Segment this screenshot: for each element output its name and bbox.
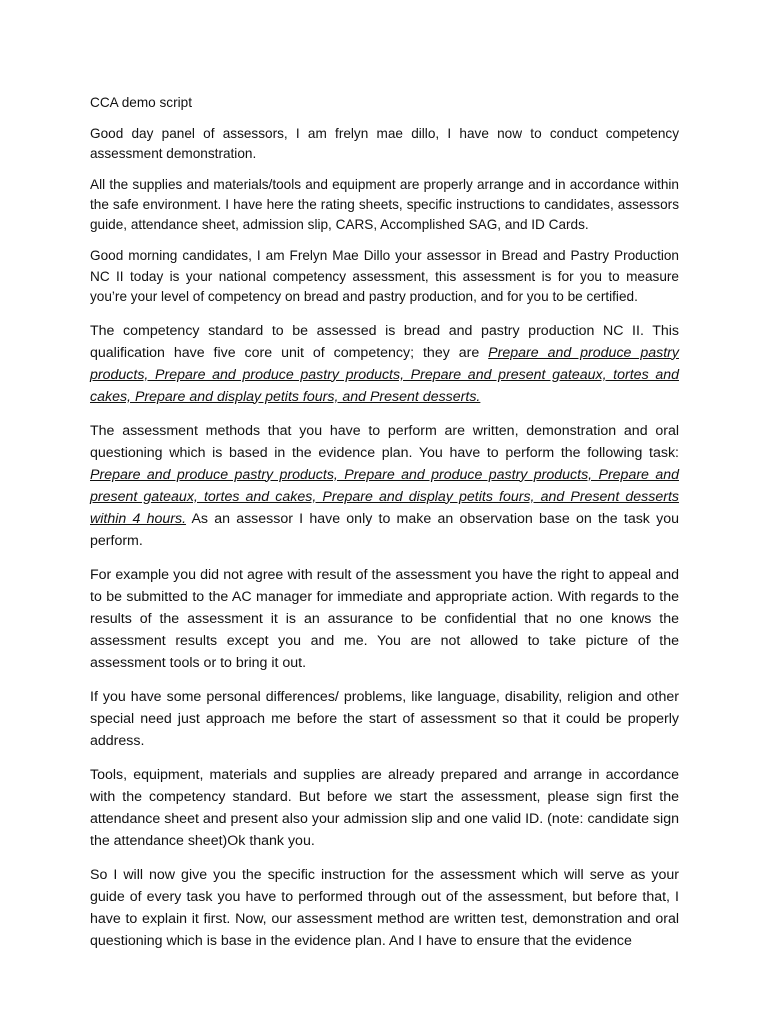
assessment-methods-outro: As an assessor I have only to make an observation base on the task you perform. (90, 510, 679, 549)
paragraph-greeting-panel: Good day panel of assessors, I am frelyn mae dillo, I have now to conduct competency assessment demonstration. (90, 126, 679, 161)
competency-standard-intro: The competency standard to be assessed is bread and pastry production NC II. This qualification have five core unit of competency; they are (90, 322, 679, 361)
paragraph-appeal: For example you did not agree with result of the assessment you have the right to appeal and to be submitted to the AC manager for immediate and appropriate action. With regards to the results of the assessment it is an assurance to be confidential that no one knows the assessment results except you and me. You are not allowed to take picture of the assessment tools or to bring it out. (90, 566, 679, 671)
paragraph-supplies: All the supplies and materials/tools and equipment are properly arrange and in accordance within the safe environment. I have here the rating sheets, specific instructions to candidates, assessors guide, attendance sheet, admission slip, CARS, Accomplished SAG, and ID Cards. (90, 177, 679, 232)
paragraph-instructions: So I will now give you the specific instruction for the assessment which will serve as your guide of every task you have to performed through out of the assessment, but before that, I have to explain it first. Now, our assessment method are written test, demonstration and oral questioning which is base in the evidence plan. And I have to ensure that the evidence (90, 866, 679, 949)
paragraph-assessment-methods (90, 420, 679, 552)
assessment-methods-intro: The assessment methods that you have to perform are written, demonstration and oral questioning which is based in the evidence plan. You have to perform the following task: (90, 422, 679, 461)
paragraph-greeting-candidates: Good morning candidates, I am Frelyn Mae Dillo your assessor in Bread and Pastry Production NC II today is your national competency assessment, this assessment is for you to measure you’re your level of competency on bread and pastry production, and for you to be certified. (90, 248, 679, 304)
core-units-list: Prepare and produce pastry products, Prepare and produce pastry products, Prepare and present gateaux, tortes and cakes, Prepare and display petits fours, and Present desserts. (90, 344, 679, 405)
paragraph-special-needs: If you have some personal differences/ problems, like language, disability, religion and other special need just approach me before the start of assessment so that it could be properly address. (90, 688, 679, 749)
task-list: Prepare and produce pastry products, Prepare and produce pastry products, Prepare and present gateaux, tortes and cakes, Prepare and display petits fours, and Present desserts within 4 hours. (90, 466, 679, 527)
paragraph-competency-standard (90, 320, 679, 408)
document-title: CCA demo script (90, 95, 192, 110)
paragraph-attendance: Tools, equipment, materials and supplies are already prepared and arrange in accordance with the competency standard. But before we start the assessment, please sign first the attendance sheet and present also your admission slip and one valid ID. (note: candidate sign the attendance sheet)Ok thank you. (90, 766, 679, 849)
